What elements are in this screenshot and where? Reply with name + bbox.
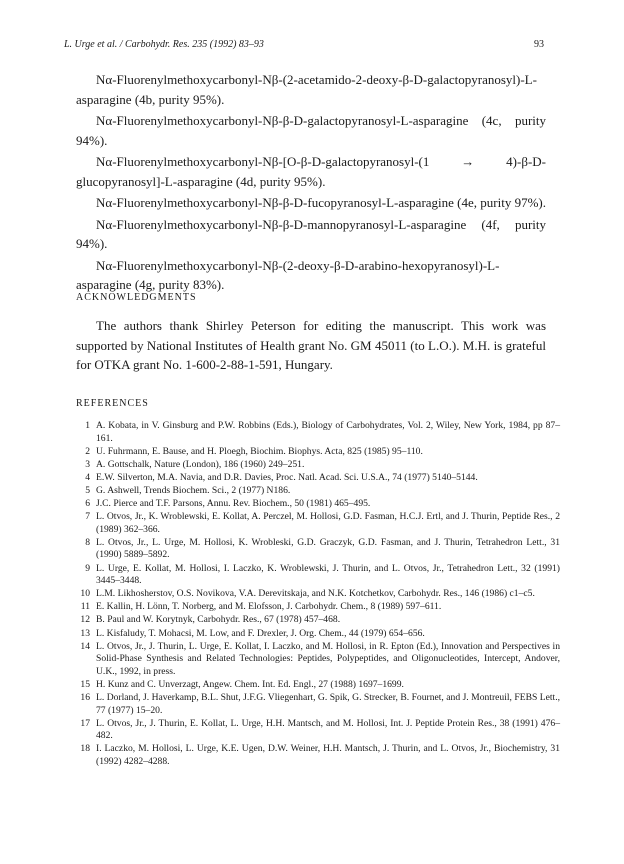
running-head-title: L. Urge et al. / Carbohydr. Res. 235 (1992) 83–93 [64, 39, 264, 50]
reference-text: L. Otvos, Jr., K. Wroblewski, E. Kollat, A. Perczel, M. Hollosi, G.D. Fasman, H.C.J. Ertl, and J. Thurin, Peptide Res., 2 (1989) 362–366. [96, 511, 560, 535]
reference-text: U. Fuhrmann, E. Bause, and H. Ploegh, Biochim. Biophys. Acta, 825 (1985) 95–110. [96, 445, 423, 457]
reference-item [76, 498, 560, 511]
reference-text: I. Laczko, M. Hollosi, L. Urge, K.E. Ugen, D.W. Weiner, H.H. Mantsch, J. Thurin, and L. Otvos, Jr., Biochemistry, 31 (1992) 4282–4288. [96, 743, 560, 767]
reference-item [76, 459, 560, 472]
reference-number: 17 [80, 717, 90, 729]
acknowledgments-text: The authors thank Shirley Peterson for editing the manuscript. This work was supported by National Institutes of Health grant No. GM 45011 (to L.O.). M.H. is grateful for OTKA grant No. 1-600-2-88-1-591, Hungary. [76, 318, 546, 372]
reference-number: 2 [85, 445, 90, 457]
reference-number: 15 [80, 678, 90, 690]
reference-item [76, 679, 560, 692]
reference-item [76, 718, 560, 743]
reference-text: L. Urge, E. Kollat, M. Hollosi, I. Laczko, K. Wroblewski, J. Thurin, and L. Otvos, Jr., Tetrahedron Lett., 32 (1991) 3445–3448. [96, 562, 560, 587]
compound-list [76, 70, 546, 297]
reference-text: L. Otvos, Jr., L. Urge, M. Hollosi, K. Wrobleski, G.D. Graczyk, G.D. Fasman, and J. Thurin, Tetrahedron Lett., 31 (1990) 5889–5892. [96, 536, 560, 561]
reference-text: B. Paul and W. Korytnyk, Carbohydr. Res., 67 (1978) 457–468. [96, 614, 341, 626]
reference-number: 5 [85, 484, 90, 496]
reference-number: 1 [85, 420, 90, 431]
reference-number: 16 [80, 691, 90, 703]
reference-item [76, 641, 560, 679]
reference-text: L. Otvos, Jr., J. Thurin, E. Kollat, L. Urge, H.H. Mantsch, and M. Hollosi, Int. J. Peptide Protein Res., 38 (1991) 476–482. [96, 717, 560, 742]
reference-text: E.W. Silverton, M.A. Navia, and D.R. Davies, Proc. Natl. Acad. Sci. U.S.A., 74 (1977) 5140–5144. [96, 471, 478, 483]
reference-number: 9 [85, 562, 90, 574]
reference-number: 4 [85, 471, 90, 483]
reference-item [76, 601, 560, 614]
reference-item [76, 588, 560, 601]
reference-item [76, 628, 560, 641]
reference-item [76, 511, 560, 536]
reference-number: 12 [80, 614, 90, 626]
reference-text: A. Gottschalk, Nature (London), 186 (1960) 249–251. [96, 458, 305, 470]
compound-entry-4d: Nα-Fluorenylmethoxycarbonyl-Nβ-[O-β-D-galactopyranosyl-(1 → 4)-β-D-glucopyranosyl]-L-asparagine (4d, purity 95%). [76, 154, 546, 189]
compound-entry-4f: Nα-Fluorenylmethoxycarbonyl-Nβ-β-D-mannopyranosyl-L-asparagine (4f, purity 94%). [76, 216, 546, 251]
reference-text: L.M. Likhosherstov, O.S. Novikova, V.A. Derevitskaja, and N.K. Kotchetkov, Carbohydr. Res., 146 (1986) c1–c5. [96, 588, 535, 600]
reference-number: 10 [80, 588, 90, 600]
reference-text: E. Kallin, H. Lönn, T. Norberg, and M. Elofsson, J. Carbohydr. Chem., 8 (1989) 597–611. [96, 601, 442, 613]
compound-entry-4e: Nα-Fluorenylmethoxycarbonyl-Nβ-β-D-fucopyranosyl-L-asparagine (4e, purity 97%). [96, 195, 546, 210]
reference-item [76, 614, 560, 627]
reference-text: L. Kisfaludy, T. Mohacsi, M. Low, and F. Drexler, J. Org. Chem., 44 (1979) 654–656. [96, 627, 425, 639]
compound-entry-4g: Nα-Fluorenylmethoxycarbonyl-Nβ-(2-deoxy-β-D-arabino-hexopyranosyl)-L-asparagine (4g, purity 83%). [76, 257, 500, 292]
references-heading: REFERENCES [76, 398, 149, 409]
reference-number: 6 [85, 498, 90, 510]
acknowledgments-heading: ACKNOWLEDGMENTS [76, 292, 197, 303]
reference-item [76, 420, 560, 445]
compound-entry-4c: Nα-Fluorenylmethoxycarbonyl-Nβ-β-D-galactopyranosyl-L-asparagine (4c, purity 94%). [76, 113, 546, 148]
reference-text: H. Kunz and C. Unverzagt, Angew. Chem. Int. Ed. Engl., 27 (1988) 1697–1699. [96, 678, 404, 690]
reference-number: 3 [85, 458, 90, 470]
reference-number: 14 [80, 640, 90, 652]
running-head [64, 39, 544, 50]
reference-text: J.C. Pierce and T.F. Parsons, Annu. Rev. Biochem., 50 (1981) 465–495. [96, 498, 371, 510]
reference-item [76, 446, 560, 459]
reference-number: 7 [85, 511, 90, 523]
reference-number: 18 [80, 743, 90, 755]
reference-text: A. Kobata, in V. Ginsburg and P.W. Robbins (Eds.), Biology of Carbohydrates, Vol. 2, Wiley, New York, 1984, pp 87–161. [96, 420, 560, 444]
reference-list [76, 420, 560, 769]
reference-number: 11 [80, 601, 90, 613]
reference-text: L. Otvos, Jr., J. Thurin, L. Urge, E. Kollat, I. Laczko, and M. Hollosi, in R. Epton (Ed.), Innovation and Perspectives in Solid-Phase Synthesis and Related Technologies: Peptides, Polypeptides, and Oligonucleotides, Intercept, Andover, U.K., 1992, in press. [96, 640, 560, 677]
reference-item [76, 537, 560, 562]
reference-item [76, 472, 560, 485]
reference-number: 8 [85, 536, 90, 548]
compound-entry-4b: Nα-Fluorenylmethoxycarbonyl-Nβ-(2-acetamido-2-deoxy-β-D-galactopyranosyl)-L-asparagine (4b, purity 95%). [76, 72, 537, 107]
reference-item [76, 692, 560, 717]
reference-item [76, 743, 560, 768]
reference-number: 13 [80, 627, 90, 639]
reference-item [76, 563, 560, 588]
page-number: 93 [534, 39, 544, 50]
reference-text: G. Ashwell, Trends Biochem. Sci., 2 (1977) N186. [96, 484, 291, 496]
reference-item [76, 485, 560, 498]
reference-text: L. Dorland, J. Haverkamp, B.L. Shut, J.F.G. Vliegenhart, G. Spik, G. Strecker, B. Fournet, and J. Montreuil, FEBS Lett., 77 (1977) 15–20. [96, 691, 560, 716]
